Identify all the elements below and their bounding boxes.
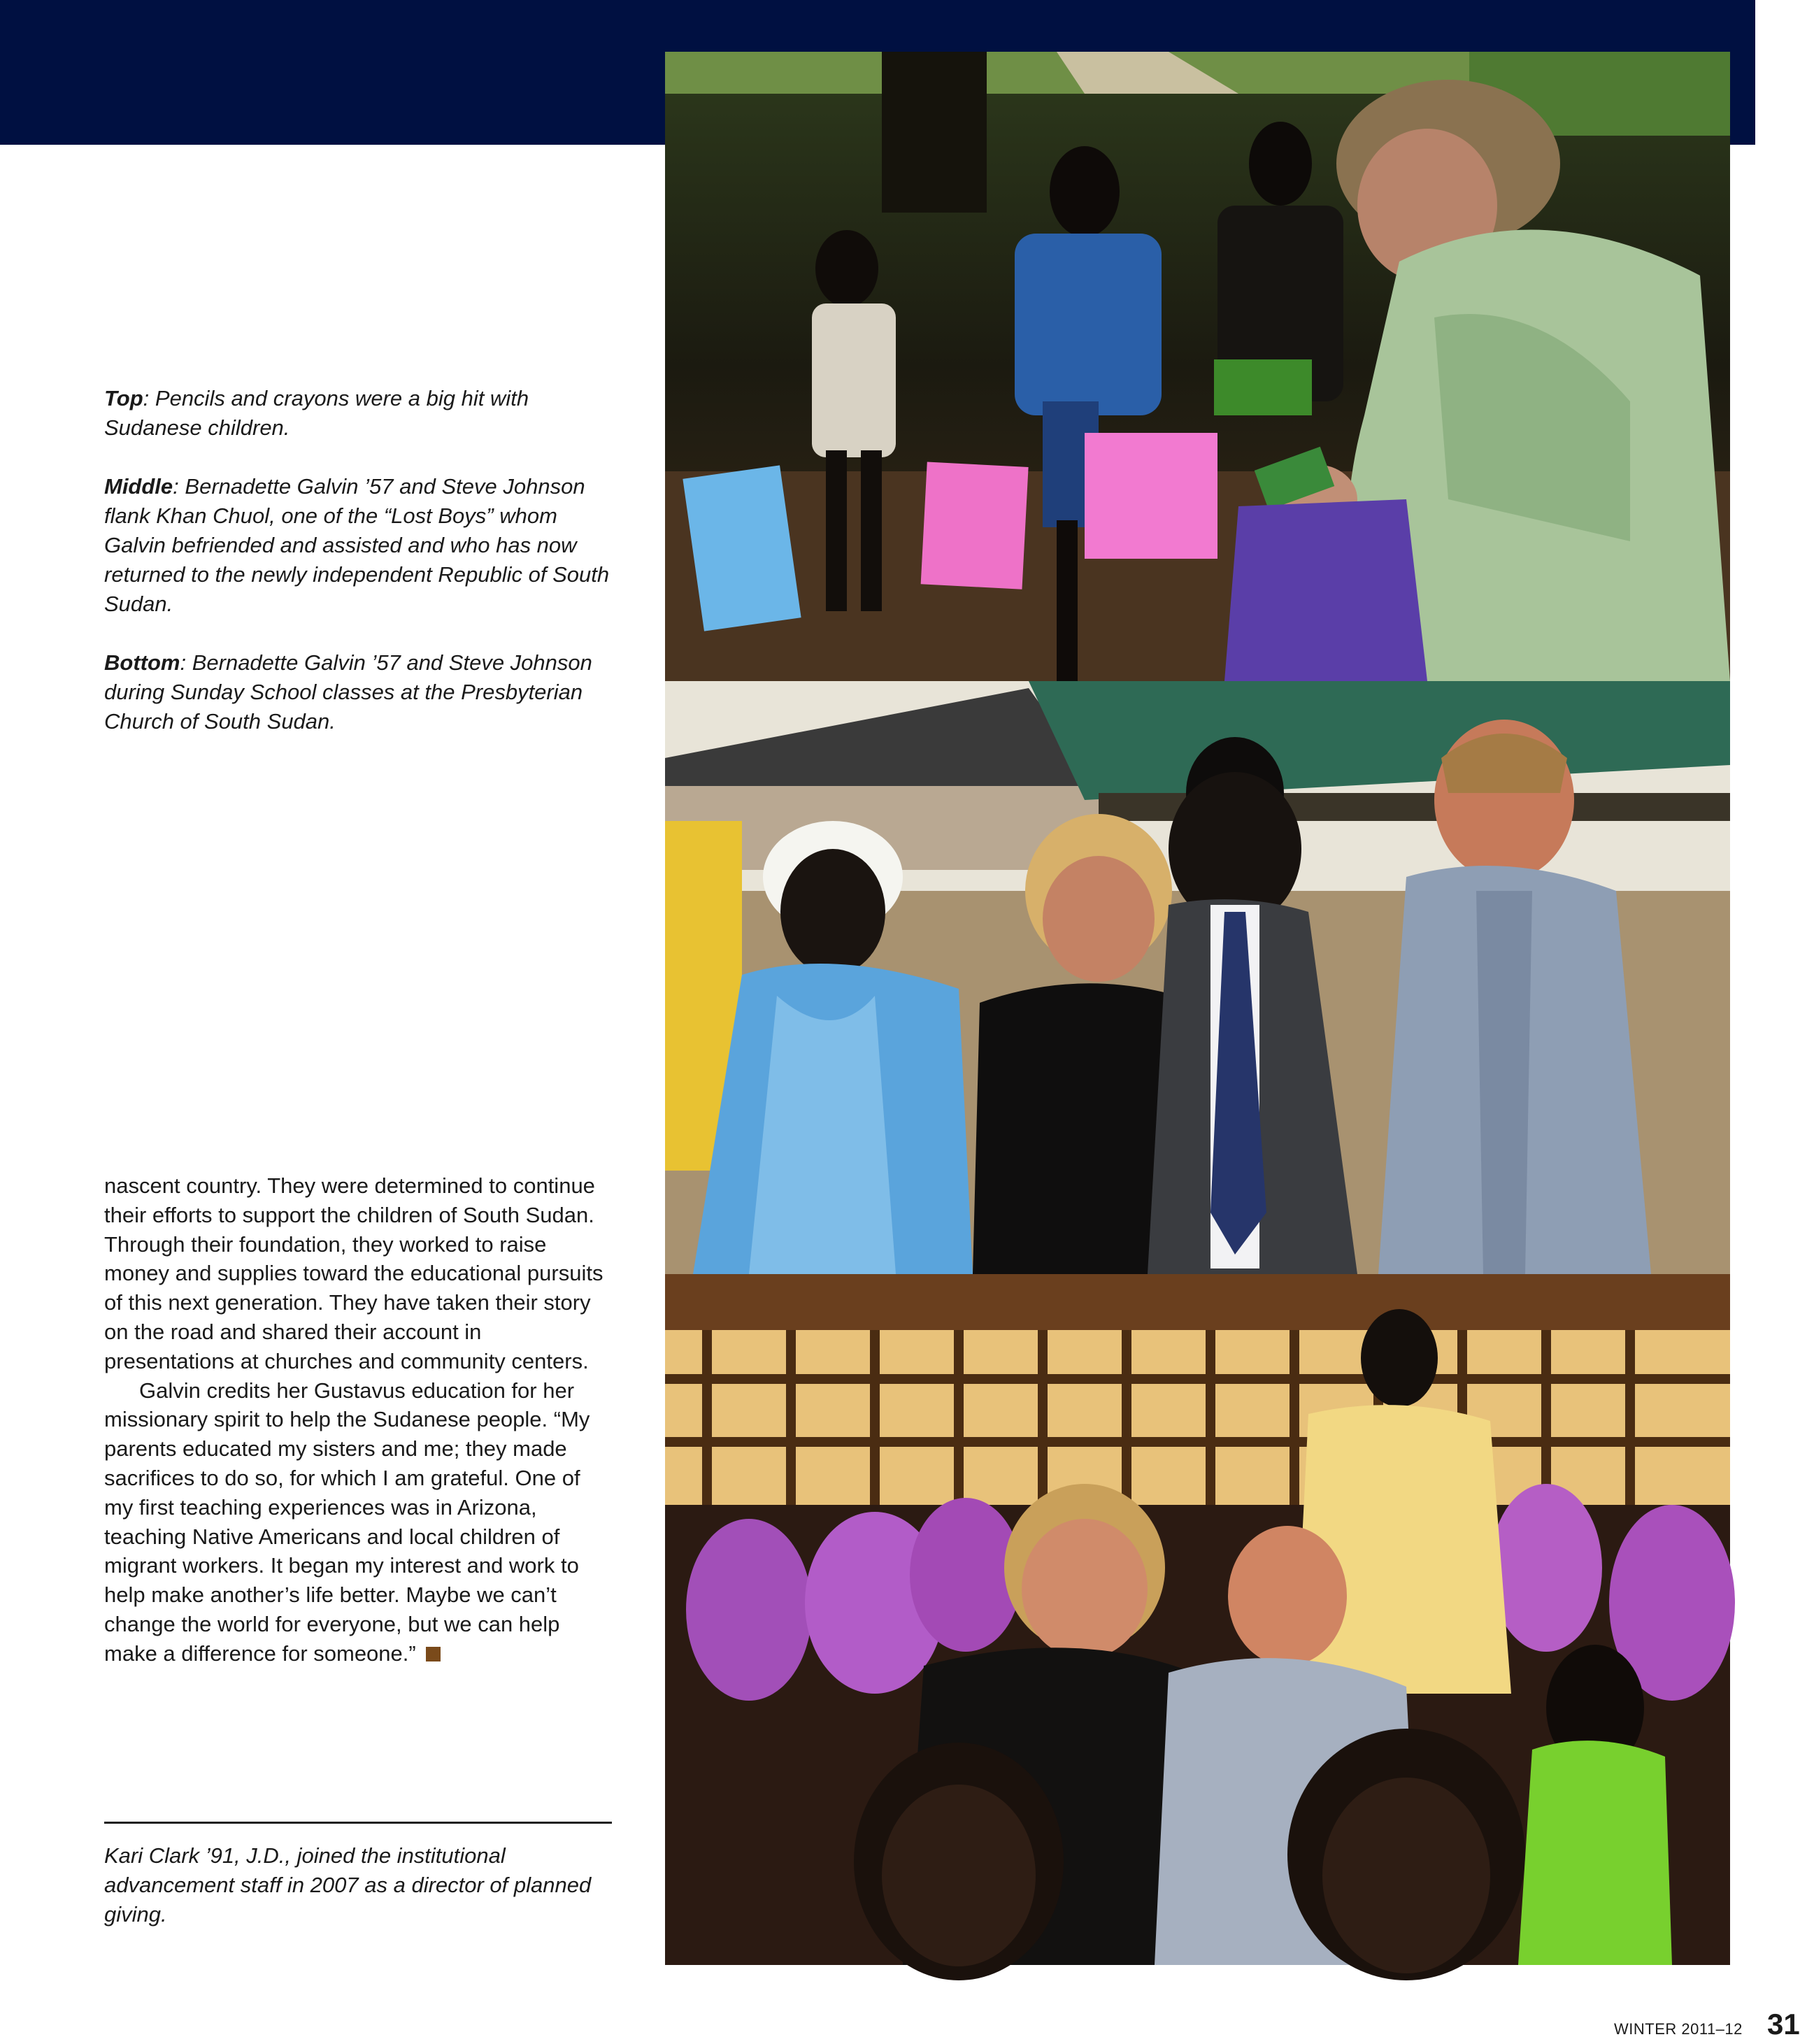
author-divider <box>104 1822 612 1824</box>
article-paragraph-1: nascent country. They were determined to continue their efforts to support the children of South Sudan. Through their foundation, they worked to raise money and supplies toward the educational pursuits of this next generation. They have taken their story on the road and shared their account in presentations at churches and community centers. <box>104 1173 603 1373</box>
caption-middle-label: Middle <box>104 474 173 499</box>
photo-middle-image <box>665 681 1730 1274</box>
caption-bottom-text: : Bernadette Galvin ’57 and Steve Johnson during Sunday School classes at the Presbyterian Church of South Sudan. <box>104 650 592 734</box>
photo-top-image <box>665 52 1730 681</box>
caption-middle-text: : Bernadette Galvin ’57 and Steve Johnson flank Khan Chuol, one of the “Lost Boys” whom Galvin befriended and assisted and who has now returned to the newly independent Republic of South Sudan. <box>104 474 610 616</box>
page-number: 31 <box>1767 2008 1800 2041</box>
photo-bottom-sunday-school <box>665 1274 1730 1965</box>
photo-top-pencils <box>665 52 1730 681</box>
author-note: Kari Clark ’91, J.D., joined the institutional advancement staff in 2007 as a director of planned giving. <box>104 1843 592 1927</box>
caption-top <box>104 384 615 443</box>
photo-middle-group <box>665 681 1730 1274</box>
caption-top-label: Top <box>104 386 143 410</box>
caption-bottom <box>104 648 615 736</box>
article-paragraph-2-text: Galvin credits her Gustavus education for her missionary spirit to help the Sudanese people. “My parents educated my sisters and me; they made sacrifices to do so, for which I am grateful. One of my first teaching experiences was in Arizona, teaching Native Americans and local children of migrant workers. It began my interest and work to help make another’s life better. Maybe we can’t change the world for everyone, but we can help make a difference for someone.” <box>104 1378 590 1666</box>
photo-column <box>665 52 1730 1965</box>
footer-issue: WINTER 2011–12 <box>1614 2020 1743 2038</box>
photo-bottom-image <box>665 1274 1730 1965</box>
photo-captions <box>104 384 615 766</box>
caption-top-text: : Pencils and crayons were a big hit with Sudanese children. <box>104 386 529 440</box>
caption-bottom-label: Bottom <box>104 650 180 675</box>
article-body <box>104 1171 615 1668</box>
end-of-article-mark <box>426 1647 441 1661</box>
article-paragraph-2 <box>104 1376 615 1668</box>
caption-middle <box>104 472 615 619</box>
